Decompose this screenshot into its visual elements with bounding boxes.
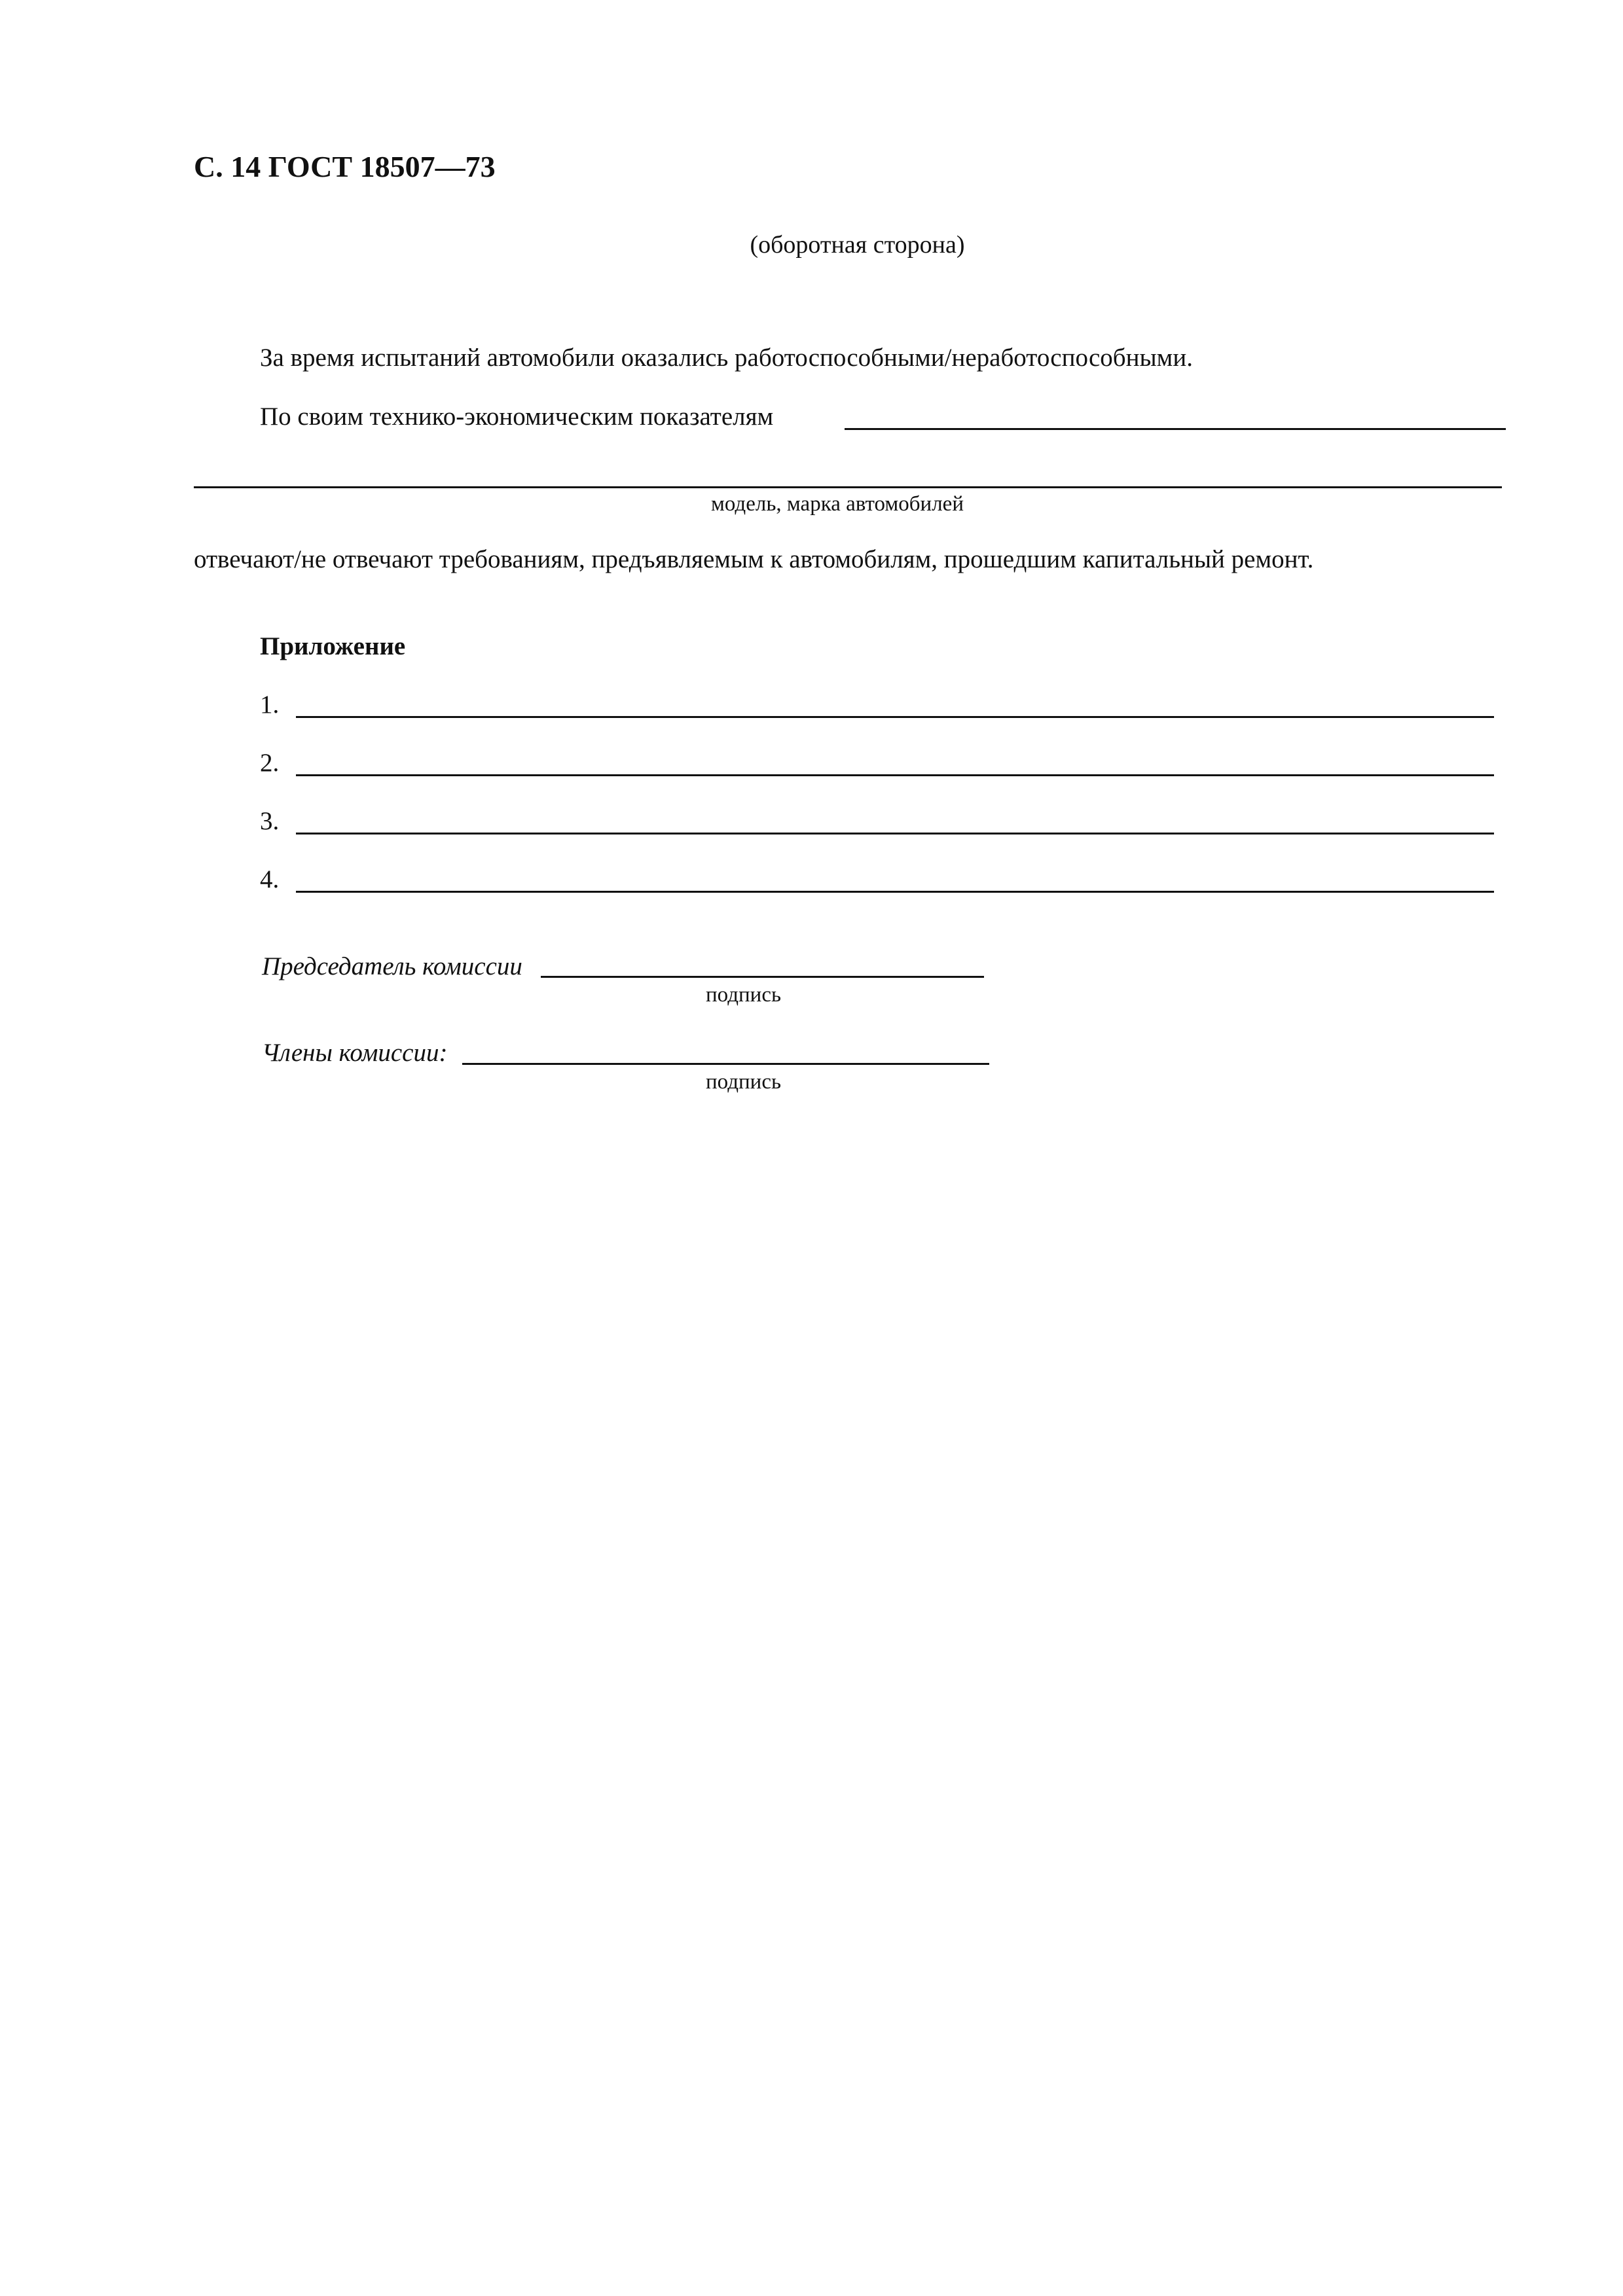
members-label: Члены комиссии:: [262, 1039, 448, 1067]
indicators-label: По своим технико-экономическим показателям: [260, 403, 774, 431]
appendix-item-number: 1.: [260, 691, 280, 719]
appendix-title: Приложение: [260, 632, 406, 660]
chairman-label: Председатель комиссии: [262, 952, 522, 980]
appendix-item-number: 2.: [260, 749, 280, 777]
appendix-item-number: 3.: [260, 807, 280, 835]
chairman-signature-line[interactable]: [541, 976, 984, 978]
appendix-item-number: 4.: [260, 865, 280, 893]
appendix-item-line[interactable]: [296, 833, 1494, 834]
model-blank-line[interactable]: [194, 486, 1502, 488]
appendix-item-line[interactable]: [296, 774, 1494, 776]
compliance-line: отвечают/не отвечают требованиям, предъявляемым к автомобилям, прошедшим капитальный ремонт.: [194, 545, 1314, 573]
members-signature-caption: подпись: [706, 1070, 782, 1094]
appendix-item-line[interactable]: [296, 716, 1494, 718]
appendix-item-line[interactable]: [296, 891, 1494, 893]
indicators-blank-line[interactable]: [845, 428, 1506, 430]
members-signature-line[interactable]: [462, 1063, 989, 1065]
page-header: С. 14 ГОСТ 18507—73: [194, 150, 496, 183]
form-side-subtitle: (оборотная сторона): [750, 231, 965, 259]
test-result-line: За время испытаний автомобили оказались работоспособными/неработоспособными.: [260, 344, 1193, 372]
model-caption: модель, марка автомобилей: [711, 492, 964, 516]
chairman-signature-caption: подпись: [706, 983, 782, 1007]
